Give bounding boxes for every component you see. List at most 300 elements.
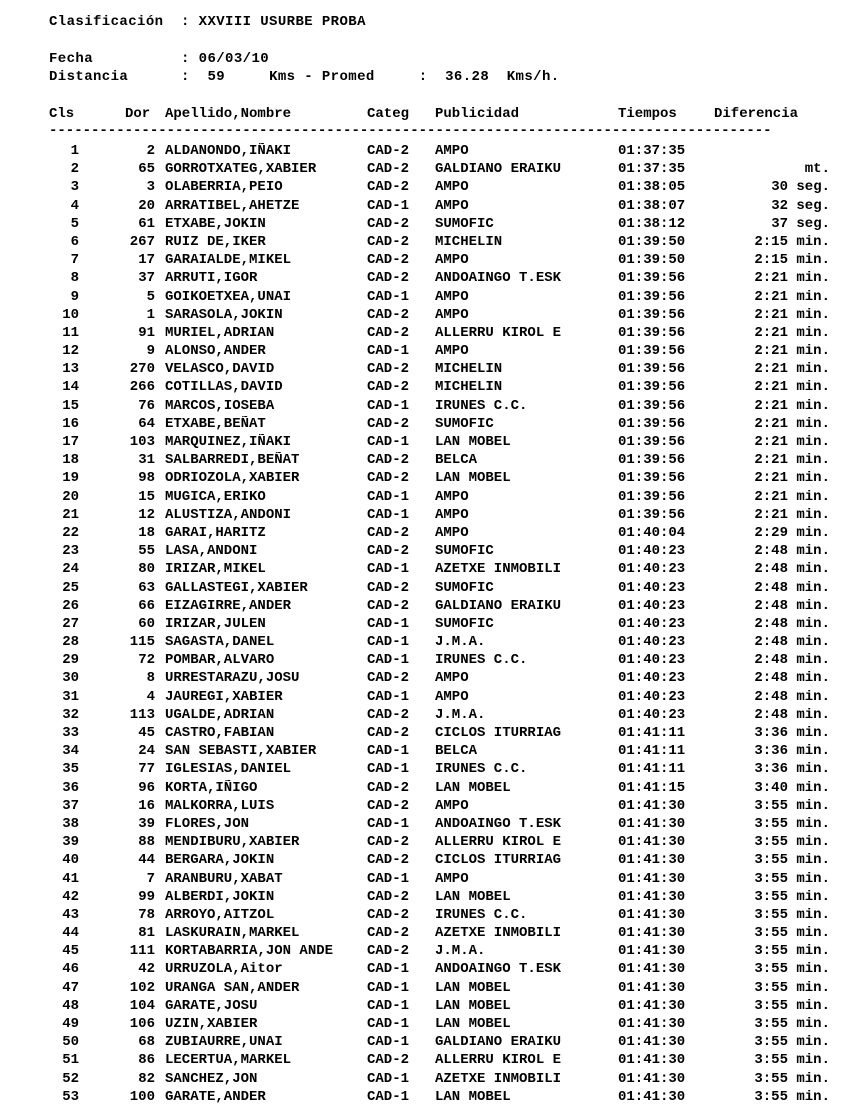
rider-name-cell: ARRATIBEL,AHETZE bbox=[165, 197, 300, 214]
header-rule: -------------------------------------------------------------------------------------- bbox=[49, 123, 772, 139]
rank-cell: 23 bbox=[62, 543, 79, 560]
table-row bbox=[49, 361, 839, 379]
table-row bbox=[49, 598, 839, 616]
team-cell: LAN MOBEL bbox=[435, 470, 511, 487]
bib-cell: 39 bbox=[138, 815, 155, 832]
category-cell: CAD-1 bbox=[367, 197, 410, 214]
category-cell: CAD-2 bbox=[367, 252, 410, 269]
bib-cell: 77 bbox=[138, 761, 155, 778]
gap-cell: 3:55 min. bbox=[754, 1016, 830, 1032]
bib-cell: 8 bbox=[146, 670, 155, 687]
results-table bbox=[49, 143, 839, 1107]
gap-cell: 2:48 min. bbox=[754, 543, 830, 560]
rider-name-cell: BERGARA,JOKIN bbox=[165, 852, 275, 869]
table-row bbox=[49, 343, 839, 361]
bib-cell: 65 bbox=[138, 161, 155, 178]
team-cell: LAN MOBEL bbox=[435, 1088, 511, 1105]
table-row bbox=[49, 143, 839, 161]
bib-cell: 42 bbox=[138, 961, 155, 978]
rank-cell: 52 bbox=[62, 1070, 79, 1087]
time-cell: 01:39:56 bbox=[618, 270, 686, 287]
category-cell: CAD-2 bbox=[367, 306, 410, 323]
rider-name-cell: ALONSO,ANDER bbox=[165, 343, 266, 360]
team-cell: AMPO bbox=[435, 306, 469, 323]
team-cell: J.M.A. bbox=[435, 943, 486, 960]
rider-name-cell: JAUREGI,XABIER bbox=[165, 688, 283, 705]
rider-name-cell: IGLESIAS,DANIEL bbox=[165, 761, 292, 778]
team-cell: AMPO bbox=[435, 506, 469, 523]
rider-name-cell: URANGA SAN,ANDER bbox=[165, 979, 300, 996]
table-row bbox=[49, 871, 839, 889]
time-cell: 01:37:35 bbox=[618, 161, 686, 178]
rank-cell: 35 bbox=[62, 761, 79, 778]
rider-name-cell: IRIZAR,MIKEL bbox=[165, 561, 266, 578]
rank-cell: 25 bbox=[62, 579, 79, 596]
team-cell: IRUNES C.C. bbox=[435, 652, 528, 669]
gap-cell: 3:40 min. bbox=[754, 779, 830, 796]
time-cell: 01:40:23 bbox=[618, 652, 686, 669]
rank-cell: 37 bbox=[62, 797, 79, 814]
team-cell: SUMOFIC bbox=[435, 415, 494, 432]
bib-cell: 98 bbox=[138, 470, 155, 487]
category-cell: CAD-1 bbox=[367, 1016, 410, 1032]
team-cell: J.M.A. bbox=[435, 634, 486, 651]
gap-cell: 3:55 min. bbox=[754, 1088, 830, 1105]
gap-cell: 2:48 min. bbox=[754, 634, 830, 651]
team-cell: ALLERRU KIROL E bbox=[435, 1052, 562, 1069]
rank-cell: 48 bbox=[62, 997, 79, 1014]
time-cell: 01:40:23 bbox=[618, 579, 686, 596]
time-cell: 01:37:35 bbox=[618, 143, 686, 159]
gap-cell: 2:21 min. bbox=[754, 415, 830, 432]
rank-cell: 49 bbox=[62, 1016, 79, 1032]
rider-name-cell: GORROTXATEG,XABIER bbox=[165, 161, 317, 178]
table-row bbox=[49, 289, 839, 307]
header-diferencia: Diferencia bbox=[714, 106, 799, 122]
team-cell: SUMOFIC bbox=[435, 215, 494, 232]
time-cell: 01:41:11 bbox=[618, 743, 686, 760]
time-cell: 01:39:56 bbox=[618, 306, 686, 323]
time-cell: 01:39:56 bbox=[618, 470, 686, 487]
team-cell: AMPO bbox=[435, 197, 469, 214]
bib-cell: 266 bbox=[129, 379, 155, 396]
gap-cell: 2:48 min. bbox=[754, 652, 830, 669]
rank-cell: 24 bbox=[62, 561, 79, 578]
time-cell: 01:39:56 bbox=[618, 379, 686, 396]
category-cell: CAD-2 bbox=[367, 834, 410, 851]
time-cell: 01:40:23 bbox=[618, 706, 686, 723]
category-cell: CAD-2 bbox=[367, 852, 410, 869]
category-cell: CAD-1 bbox=[367, 488, 410, 505]
gap-cell: 3:55 min. bbox=[754, 1070, 830, 1087]
bib-cell: 115 bbox=[129, 634, 155, 651]
date-line: Fecha : 06/03/10 bbox=[49, 51, 270, 67]
gap-cell: 2:21 min. bbox=[754, 452, 830, 469]
team-cell: AZETXE INMOBILI bbox=[435, 561, 562, 578]
table-row bbox=[49, 652, 839, 670]
bib-cell: 55 bbox=[138, 543, 155, 560]
bib-cell: 106 bbox=[129, 1016, 155, 1032]
time-cell: 01:41:30 bbox=[618, 1088, 686, 1105]
table-row bbox=[49, 889, 839, 907]
rider-name-cell: POMBAR,ALVARO bbox=[165, 652, 275, 669]
gap-cell: 2:48 min. bbox=[754, 706, 830, 723]
rank-cell: 51 bbox=[62, 1052, 79, 1069]
promedio-value: 36.28 bbox=[445, 69, 490, 85]
rank-cell: 10 bbox=[62, 306, 79, 323]
kmh-label: Kms/h. bbox=[506, 69, 560, 85]
time-cell: 01:39:56 bbox=[618, 361, 686, 378]
rider-name-cell: SARASOLA,JOKIN bbox=[165, 306, 283, 323]
gap-cell: 3:55 min. bbox=[754, 888, 830, 905]
gap-cell: 2:48 min. bbox=[754, 561, 830, 578]
bib-cell: 113 bbox=[129, 706, 155, 723]
table-row bbox=[49, 1034, 839, 1052]
bib-cell: 63 bbox=[138, 579, 155, 596]
gap-cell: 2:21 min. bbox=[754, 306, 830, 323]
rider-name-cell: RUIZ DE,IKER bbox=[165, 233, 266, 250]
rank-cell: 16 bbox=[62, 415, 79, 432]
category-cell: CAD-1 bbox=[367, 688, 410, 705]
category-cell: CAD-1 bbox=[367, 288, 410, 305]
table-row bbox=[49, 561, 839, 579]
category-cell: CAD-2 bbox=[367, 452, 410, 469]
rank-cell: 46 bbox=[62, 961, 79, 978]
bib-cell: 82 bbox=[138, 1070, 155, 1087]
rank-cell: 32 bbox=[62, 706, 79, 723]
gap-cell: 2:48 min. bbox=[754, 670, 830, 687]
bib-cell: 17 bbox=[138, 252, 155, 269]
table-row bbox=[49, 1016, 839, 1034]
table-row bbox=[49, 907, 839, 925]
team-cell: AMPO bbox=[435, 797, 469, 814]
table-row bbox=[49, 743, 839, 761]
gap-cell: 2:21 min. bbox=[754, 488, 830, 505]
bib-cell: 103 bbox=[129, 434, 155, 450]
rank-cell: 9 bbox=[70, 288, 79, 305]
table-row bbox=[49, 234, 839, 252]
team-cell: LAN MOBEL bbox=[435, 1016, 511, 1032]
time-cell: 01:41:15 bbox=[618, 779, 686, 796]
time-cell: 01:41:30 bbox=[618, 870, 686, 887]
table-row bbox=[49, 670, 839, 688]
time-cell: 01:41:30 bbox=[618, 961, 686, 978]
rank-cell: 20 bbox=[62, 488, 79, 505]
rider-name-cell: MARCOS,IOSEBA bbox=[165, 397, 275, 414]
bib-cell: 81 bbox=[138, 925, 155, 942]
bib-cell: 86 bbox=[138, 1052, 155, 1069]
gap-cell: 2:15 min. bbox=[754, 233, 830, 250]
rider-name-cell: UZIN,XABIER bbox=[165, 1016, 258, 1032]
team-cell: LAN MOBEL bbox=[435, 434, 511, 450]
clasificacion-label: Clasificación bbox=[49, 14, 164, 30]
rider-name-cell: MARQUINEZ,IÑAKI bbox=[165, 434, 292, 450]
rider-name-cell: ZUBIAURRE,UNAI bbox=[165, 1034, 283, 1051]
team-cell: MICHELIN bbox=[435, 361, 503, 378]
gap-cell: 2:15 min. bbox=[754, 252, 830, 269]
category-cell: CAD-2 bbox=[367, 415, 410, 432]
rank-cell: 45 bbox=[62, 943, 79, 960]
category-cell: CAD-1 bbox=[367, 1070, 410, 1087]
rider-name-cell: URRESTARAZU,JOSU bbox=[165, 670, 300, 687]
team-cell: CICLOS ITURRIAG bbox=[435, 852, 562, 869]
rank-cell: 17 bbox=[62, 434, 79, 450]
rider-name-cell: SAGASTA,DANEL bbox=[165, 634, 275, 651]
gap-cell: 3:55 min. bbox=[754, 870, 830, 887]
time-cell: 01:40:23 bbox=[618, 615, 686, 632]
bib-cell: 80 bbox=[138, 561, 155, 578]
bib-cell: 37 bbox=[138, 270, 155, 287]
rider-name-cell: GARAIALDE,MIKEL bbox=[165, 252, 292, 269]
rider-name-cell: ARROYO,AITZOL bbox=[165, 906, 275, 923]
team-cell: AMPO bbox=[435, 488, 469, 505]
rider-name-cell: ODRIOZOLA,XABIER bbox=[165, 470, 300, 487]
time-cell: 01:40:23 bbox=[618, 597, 686, 614]
rank-cell: 39 bbox=[62, 834, 79, 851]
time-cell: 01:41:30 bbox=[618, 852, 686, 869]
gap-cell: 3:55 min. bbox=[754, 834, 830, 851]
team-cell: AZETXE INMOBILI bbox=[435, 925, 562, 942]
rider-name-cell: GARAI,HARITZ bbox=[165, 524, 266, 541]
rank-cell: 1 bbox=[70, 143, 79, 159]
category-cell: CAD-2 bbox=[367, 888, 410, 905]
time-cell: 01:39:56 bbox=[618, 343, 686, 360]
table-row bbox=[49, 452, 839, 470]
rank-cell: 3 bbox=[70, 179, 79, 196]
gap-cell: 2:21 min. bbox=[754, 470, 830, 487]
bib-cell: 102 bbox=[129, 979, 155, 996]
bib-cell: 88 bbox=[138, 834, 155, 851]
bib-cell: 31 bbox=[138, 452, 155, 469]
bib-cell: 104 bbox=[129, 997, 155, 1014]
category-cell: CAD-1 bbox=[367, 343, 410, 360]
rank-cell: 31 bbox=[62, 688, 79, 705]
table-row bbox=[49, 379, 839, 397]
team-cell: ALLERRU KIROL E bbox=[435, 834, 562, 851]
table-row bbox=[49, 961, 839, 979]
category-cell: CAD-1 bbox=[367, 1088, 410, 1105]
team-cell: AMPO bbox=[435, 143, 469, 159]
bib-cell: 76 bbox=[138, 397, 155, 414]
time-cell: 01:39:56 bbox=[618, 434, 686, 450]
team-cell: SUMOFIC bbox=[435, 543, 494, 560]
bib-cell: 78 bbox=[138, 906, 155, 923]
category-cell: CAD-1 bbox=[367, 634, 410, 651]
time-cell: 01:39:56 bbox=[618, 415, 686, 432]
time-cell: 01:38:12 bbox=[618, 215, 686, 232]
team-cell: GALDIANO ERAIKU bbox=[435, 597, 562, 614]
header-categ: Categ bbox=[367, 106, 410, 122]
table-row bbox=[49, 689, 839, 707]
team-cell: MICHELIN bbox=[435, 379, 503, 396]
table-row bbox=[49, 161, 839, 179]
category-cell: CAD-1 bbox=[367, 961, 410, 978]
fecha-label: Fecha bbox=[49, 51, 94, 67]
table-row bbox=[49, 852, 839, 870]
table-row bbox=[49, 761, 839, 779]
category-cell: CAD-2 bbox=[367, 579, 410, 596]
team-cell: BELCA bbox=[435, 743, 478, 760]
bib-cell: 111 bbox=[129, 943, 155, 960]
bib-cell: 60 bbox=[138, 615, 155, 632]
rider-name-cell: COTILLAS,DAVID bbox=[165, 379, 283, 396]
bib-cell: 44 bbox=[138, 852, 155, 869]
gap-cell: 3:55 min. bbox=[754, 979, 830, 996]
column-headers bbox=[49, 106, 839, 124]
category-cell: CAD-1 bbox=[367, 979, 410, 996]
category-cell: CAD-2 bbox=[367, 379, 410, 396]
bib-cell: 2 bbox=[146, 143, 155, 159]
header-dor: Dor bbox=[125, 106, 151, 122]
category-cell: CAD-2 bbox=[367, 1052, 410, 1069]
gap-cell: mt. bbox=[804, 161, 830, 178]
table-row bbox=[49, 798, 839, 816]
distance-line: Distancia : 59 Kms - Promed : 36.28 Kms/h. bbox=[49, 69, 560, 85]
gap-cell: 2:21 min. bbox=[754, 434, 830, 450]
table-row bbox=[49, 252, 839, 270]
time-cell: 01:41:30 bbox=[618, 979, 686, 996]
rank-cell: 42 bbox=[62, 888, 79, 905]
gap-cell: 2:21 min. bbox=[754, 270, 830, 287]
rank-cell: 50 bbox=[62, 1034, 79, 1051]
team-cell: CICLOS ITURRIAG bbox=[435, 725, 562, 741]
gap-cell: 2:21 min. bbox=[754, 379, 830, 396]
rider-name-cell: GOIKOETXEA,UNAI bbox=[165, 288, 292, 305]
time-cell: 01:41:11 bbox=[618, 761, 686, 778]
rider-name-cell: VELASCO,DAVID bbox=[165, 361, 275, 378]
table-row bbox=[49, 179, 839, 197]
rank-cell: 40 bbox=[62, 852, 79, 869]
team-cell: AMPO bbox=[435, 870, 469, 887]
category-cell: CAD-1 bbox=[367, 743, 410, 760]
rank-cell: 34 bbox=[62, 743, 79, 760]
bib-cell: 16 bbox=[138, 797, 155, 814]
gap-cell: 2:21 min. bbox=[754, 397, 830, 414]
time-cell: 01:39:50 bbox=[618, 252, 686, 269]
time-cell: 01:39:56 bbox=[618, 506, 686, 523]
category-cell: CAD-2 bbox=[367, 543, 410, 560]
time-cell: 01:40:23 bbox=[618, 670, 686, 687]
category-cell: CAD-1 bbox=[367, 761, 410, 778]
time-cell: 01:41:30 bbox=[618, 1070, 686, 1087]
time-cell: 01:41:30 bbox=[618, 797, 686, 814]
rider-name-cell: LASA,ANDONI bbox=[165, 543, 258, 560]
time-cell: 01:41:30 bbox=[618, 943, 686, 960]
team-cell: ANDOAINGO T.ESK bbox=[435, 961, 562, 978]
rank-cell: 33 bbox=[62, 725, 79, 741]
rank-cell: 12 bbox=[62, 343, 79, 360]
category-cell: CAD-2 bbox=[367, 797, 410, 814]
time-cell: 01:41:30 bbox=[618, 1034, 686, 1051]
table-row bbox=[49, 434, 839, 452]
table-row bbox=[49, 780, 839, 798]
gap-cell: 3:55 min. bbox=[754, 1034, 830, 1051]
team-cell: LAN MOBEL bbox=[435, 888, 511, 905]
table-row bbox=[49, 616, 839, 634]
time-cell: 01:41:30 bbox=[618, 1016, 686, 1032]
rider-name-cell: GALLASTEGI,XABIER bbox=[165, 579, 308, 596]
category-cell: CAD-1 bbox=[367, 615, 410, 632]
rider-name-cell: ALBERDI,JOKIN bbox=[165, 888, 275, 905]
table-row bbox=[49, 470, 839, 488]
bib-cell: 68 bbox=[138, 1034, 155, 1051]
rider-name-cell: SALBARREDI,BEÑAT bbox=[165, 452, 300, 469]
team-cell: SUMOFIC bbox=[435, 615, 494, 632]
team-cell: AMPO bbox=[435, 524, 469, 541]
gap-cell: 3:55 min. bbox=[754, 997, 830, 1014]
table-row bbox=[49, 543, 839, 561]
table-row bbox=[49, 525, 839, 543]
category-cell: CAD-1 bbox=[367, 652, 410, 669]
table-row bbox=[49, 307, 839, 325]
team-cell: AMPO bbox=[435, 179, 469, 196]
team-cell: BELCA bbox=[435, 452, 478, 469]
rider-name-cell: MALKORRA,LUIS bbox=[165, 797, 275, 814]
rank-cell: 41 bbox=[62, 870, 79, 887]
bib-cell: 1 bbox=[146, 306, 155, 323]
time-cell: 01:41:30 bbox=[618, 925, 686, 942]
category-cell: CAD-1 bbox=[367, 434, 410, 450]
bib-cell: 64 bbox=[138, 415, 155, 432]
header-tiempos: Tiempos bbox=[618, 106, 677, 122]
table-row bbox=[49, 270, 839, 288]
team-cell: GALDIANO ERAIKU bbox=[435, 1034, 562, 1051]
gap-cell: 3:55 min. bbox=[754, 797, 830, 814]
rank-cell: 43 bbox=[62, 906, 79, 923]
rank-cell: 19 bbox=[62, 470, 79, 487]
time-cell: 01:40:04 bbox=[618, 524, 686, 541]
team-cell: ANDOAINGO T.ESK bbox=[435, 815, 562, 832]
gap-cell: 3:55 min. bbox=[754, 925, 830, 942]
rank-cell: 47 bbox=[62, 979, 79, 996]
time-cell: 01:41:30 bbox=[618, 815, 686, 832]
category-cell: CAD-2 bbox=[367, 943, 410, 960]
time-cell: 01:38:05 bbox=[618, 179, 686, 196]
rider-name-cell: FLORES,JON bbox=[165, 815, 250, 832]
gap-cell: 2:21 min. bbox=[754, 324, 830, 341]
rider-name-cell: ETXABE,JOKIN bbox=[165, 215, 266, 232]
distancia-value: 59 bbox=[207, 69, 226, 85]
bib-cell: 66 bbox=[138, 597, 155, 614]
bib-cell: 9 bbox=[146, 343, 155, 360]
gap-cell: 3:55 min. bbox=[754, 852, 830, 869]
team-cell: IRUNES C.C. bbox=[435, 761, 528, 778]
rider-name-cell: MUGICA,ERIKO bbox=[165, 488, 266, 505]
header-publicidad: Publicidad bbox=[435, 106, 520, 122]
category-cell: CAD-2 bbox=[367, 906, 410, 923]
distancia-label: Distancia bbox=[49, 69, 129, 85]
gap-cell: 2:21 min. bbox=[754, 288, 830, 305]
category-cell: CAD-1 bbox=[367, 506, 410, 523]
rider-name-cell: EIZAGIRRE,ANDER bbox=[165, 597, 292, 614]
table-row bbox=[49, 580, 839, 598]
rank-cell: 53 bbox=[62, 1088, 79, 1105]
bib-cell: 267 bbox=[129, 233, 155, 250]
gap-cell: 3:55 min. bbox=[754, 815, 830, 832]
rank-cell: 22 bbox=[62, 524, 79, 541]
time-cell: 01:39:56 bbox=[618, 288, 686, 305]
category-cell: CAD-2 bbox=[367, 597, 410, 614]
table-row bbox=[49, 998, 839, 1016]
bib-cell: 12 bbox=[138, 506, 155, 523]
gap-cell: 2:21 min. bbox=[754, 361, 830, 378]
category-cell: CAD-2 bbox=[367, 670, 410, 687]
time-cell: 01:39:56 bbox=[618, 488, 686, 505]
rider-name-cell: SANCHEZ,JON bbox=[165, 1070, 258, 1087]
team-cell: AMPO bbox=[435, 252, 469, 269]
gap-cell: 37 seg. bbox=[771, 215, 830, 232]
rank-cell: 30 bbox=[62, 670, 79, 687]
